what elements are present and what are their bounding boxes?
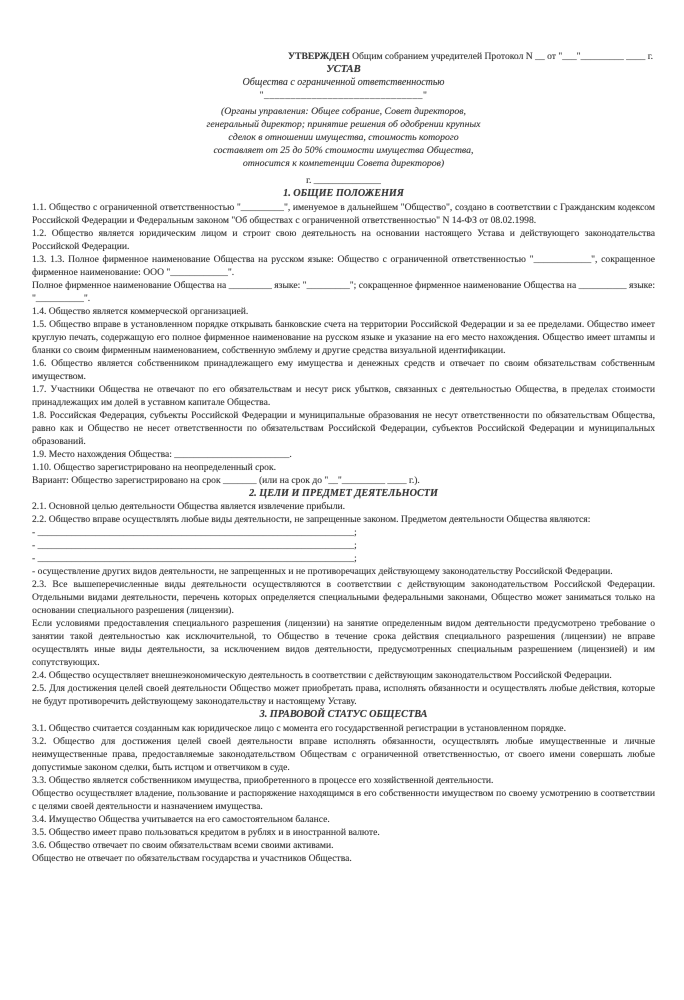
section-legal-status <box>32 708 655 865</box>
para-3-2: 3.2. Общество для достижения целей своей деятельности вправе исполнять обязанности, осуществлять любые имущественные и личные неимущественные права, предоставляемые законодательством Обществам с ограниченной ответственностью, от своего имени совершать любые допустимые законом сделки, быть истцом и ответчиком в суде. <box>32 735 655 773</box>
para-1-5: 1.5. Общество вправе в установленном порядке открывать банковские счета на территории Российской Федерации и за ее пределами. Общество имеет круглую печать, содержащую его полное фирменное наименование на русском языке и указание на его место нахождения. Общество имеет штампы и бланки со своим фирменным наименованием, собственную эмблему и другие средства визуальной идентификации. <box>32 318 655 356</box>
para-1-6: 1.6. Общество является собственником принадлежащего ему имущества и денежных средств и отвечает по своим обязательствам собственным имуществом. <box>32 357 655 382</box>
activity-blank-item: - __________________________________________________________________; <box>32 527 357 538</box>
para-2-2: 2.2. Общество вправе осуществлять любые виды деятельности, не запрещенные законом. Предметом деятельности Общества являются: <box>32 514 591 525</box>
management-note-line: относится к компетенции Совета директоров) <box>242 158 445 169</box>
para-2-5: 2.5. Для достижения целей своей деятельности Общество может приобретать права, исполнять обязанности и осуществлять любые действия, которые не будут противоречить действующему законодательству и настоящему Уставу. <box>32 683 655 707</box>
para-2-4: 2.4. Общество осуществляет внешнеэкономическую деятельность в соответствии с действующим законодательством Российской Федерации. <box>32 670 612 681</box>
para-1-1: 1.1. Общество с ограниченной ответственностью "_________", именуемое в дальнейшем "Общество", создано в соответствии с Гражданским кодексом Российской Федерации и Федеральным законом "Об обществах с ограниченной ответственностью" N 14-ФЗ от 08.02.1998. <box>32 201 655 226</box>
management-note-line: составляет от 25 до 50% стоимости имущества Общества, <box>213 145 474 156</box>
para-3-5: 3.5. Общество имеет право пользоваться кредитом в рублях и в иностранной валюте. <box>32 826 380 838</box>
para-2-3-cont: Если условиями предоставления специального разрешения (лицензии) на занятие определенным видом деятельности предусмотрено требование о занятии такой деятельностью как исключительной, то Общество в течение срока действия специального разрешения (лицензии) не вправе осуществлять иные виды деятельности, за исключением видов деятельности, предусмотренных специальным разрешением (лицензией) и им сопутствующих. <box>32 618 655 668</box>
section-heading-3: 3. ПРАВОВОЙ СТАТУС ОБЩЕСТВА <box>259 709 428 720</box>
para-3-4: 3.4. Имущество Общества учитывается на его самостоятельном балансе. <box>32 813 330 825</box>
para-3-6: 3.6. Общество отвечает по своим обязательствам всеми своими активами. <box>32 839 334 851</box>
management-note-line: (Органы управления: Общее собрание, Совет директоров, <box>221 106 466 117</box>
para-1-9: 1.9. Место нахождения Общества: ________________________. <box>32 448 292 460</box>
section-activity <box>32 487 655 709</box>
section-heading-2: 2. ЦЕЛИ И ПРЕДМЕТ ДЕЯТЕЛЬНОСТИ <box>249 487 438 499</box>
approval-text: Общим собранием учредителей Протокол N __ от "___"_________ ____ г. <box>349 51 653 62</box>
city-line: г. ______________ <box>306 175 381 186</box>
approval-label: УТВЕРЖДЕН <box>288 51 350 62</box>
management-note-line: генеральный директор; принятие решения об одобрении крупных <box>206 119 481 130</box>
document-subtitle: Общества с ограниченной ответственностью <box>242 77 445 88</box>
approval-line <box>32 50 655 63</box>
para-2-3: 2.3. Все вышеперечисленные виды деятельности осуществляются в соответствии с действующим законодательством Российской Федерации. Отдельными видами деятельности, перечень которых определяется специальными федеральными законами, Общество может заниматься только на основании специального разрешения (лицензии). <box>32 579 655 616</box>
para-1-4: 1.4. Общество является коммерческой организацией. <box>32 305 249 317</box>
para-3-6-cont: Общество не отвечает по обязательствам государства и участников Общества. <box>32 852 352 864</box>
activity-blank-item: - __________________________________________________________________; <box>32 553 357 564</box>
para-1-2: 1.2. Общество является юридическим лицом и строит свою деятельность на основании настоящего Устава и действующего законодательства Российской Федерации. <box>32 227 655 252</box>
activity-other-item: - осуществление других видов деятельности, не запрещенных и не противоречащих действующему законодательству Российской Федерации. <box>32 566 613 577</box>
para-1-3-cont: Полное фирменное наименование Общества на _________ языке: "_________"; сокращенное фирменное наименование Общества на __________ языке: "__________". <box>32 279 655 304</box>
para-1-3: 1.3. 1.3. Полное фирменное наименование Общества на русском языке: Общество с ограниченной ответственностью "____________", сокращенное фирменное наименование: ООО "____________". <box>32 253 655 278</box>
management-note-line: сделок в отношении имущества, стоимость которого <box>228 132 459 143</box>
para-3-1: 3.1. Общество считается созданным как юридическое лицо с момента его государственной регистрации в установленном порядке. <box>32 722 566 734</box>
document-title: УСТАВ <box>326 64 361 75</box>
management-note <box>32 105 655 170</box>
activity-blank-item: - __________________________________________________________________; <box>32 540 357 551</box>
para-variant: Вариант: Общество зарегистрировано на срок _______ (или на срок до "__"_________ ____ г.). <box>32 474 420 486</box>
para-1-10: 1.10. Общество зарегистрировано на неопределенный срок. <box>32 461 277 473</box>
section-heading-1: 1. ОБЩИЕ ПОЛОЖЕНИЯ <box>283 188 404 199</box>
para-3-3: 3.3. Общество является собственником имущества, приобретенного в процессе его хозяйственной деятельности. <box>32 774 494 786</box>
para-1-8: 1.8. Российская Федерация, субъекты Российской Федерации и муниципальные образования не несут ответственности по обязательствам Общества, равно как и Общество не несет ответственности по обязательствам Российской Федерации, субъектов Российской Федерации и муниципальных образований. <box>32 409 655 447</box>
company-name-blank: "______________________________" <box>259 90 428 101</box>
para-1-7: 1.7. Участники Общества не отвечают по его обязательствам и несут риск убытков, связанных с деятельностью Общества, в пределах стоимости принадлежащих им долей в уставном капитале Общества. <box>32 383 655 408</box>
section-general <box>32 187 655 487</box>
para-3-3-cont: Общество осуществляет владение, пользование и распоряжение находящимся в его собственности имуществом по своему усмотрению в соответствии с целями своей деятельности и назначением имущества. <box>32 787 655 812</box>
para-2-1: 2.1. Основной целью деятельности Общества является извлечение прибыли. <box>32 501 346 512</box>
